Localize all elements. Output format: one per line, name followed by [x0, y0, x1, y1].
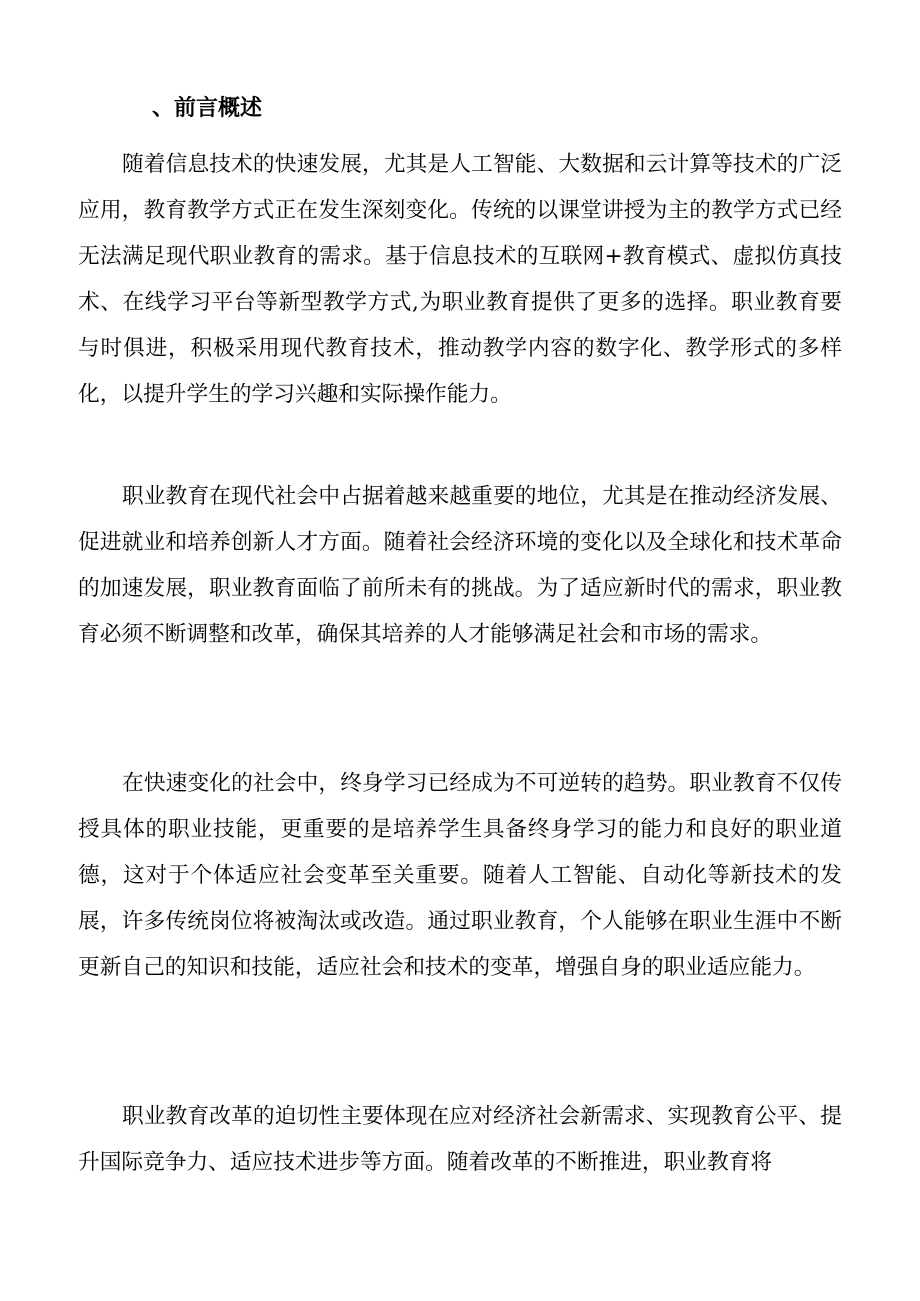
section-heading: 、前言概述	[152, 95, 263, 121]
paragraph-4: 职业教育改革的迫切性主要体现在应对经济社会新需求、实现教育公平、提升国际竞争力、适应技术进步等方面。随着改革的不断推进，职业教育将	[78, 1104, 842, 1175]
paragraph-3: 在快速变化的社会中，终身学习已经成为不可逆转的趋势。职业教育不仅传授具体的职业技能，更重要的是培养学生具备终身学习的能力和良好的职业道德，这对于个体适应社会变革至关重要。随着人工智能、自动化等新技术的发展，许多传统岗位将被淘汰或改造。通过职业教育，个人能够在职业生涯中不断更新自己的知识和技能，适应社会和技术的变革，增强自身的职业适应能力。	[78, 771, 842, 980]
paragraph-2: 职业教育在现代社会中占据着越来越重要的地位，尤其是在推动经济发展、促进就业和培养创新人才方面。随着社会经济环境的变化以及全球化和技术革命的加速发展，职业教育面临了前所未有的挑战。为了适应新时代的需求，职业教育必须不断调整和改革，确保其培养的人才能够满足社会和市场的需求。	[78, 484, 842, 647]
paragraph-1: 随着信息技术的快速发展，尤其是人工智能、大数据和云计算等技术的广泛应用，教育教学方式正在发生深刻变化。传统的以课堂讲授为主的教学方式已经无法满足现代职业教育的需求。基于信息技术的互联网+教育模式、虚拟仿真技术、在线学习平台等新型教学方式,为职业教育提供了更多的选择。职业教育要与时俱进，积极采用现代教育技术，推动教学内容的数字化、教学形式的多样化，以提升学生的学习兴趣和实际操作能力。	[78, 152, 842, 407]
